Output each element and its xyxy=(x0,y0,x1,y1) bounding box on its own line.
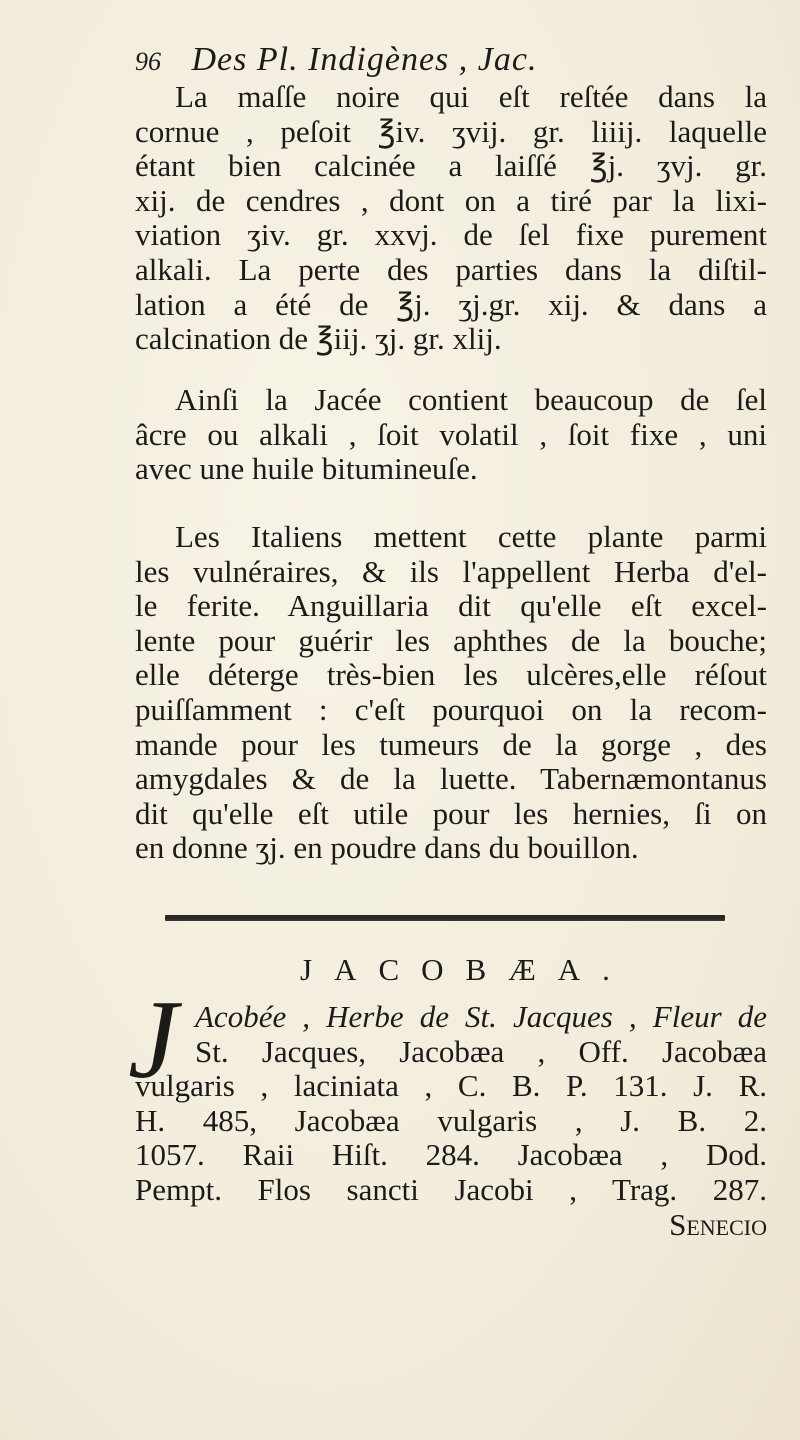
text-line: avec une huile bitumineuſe. xyxy=(135,452,478,487)
text-line: calcination de ℥iij. ʒj. gr. xlij. xyxy=(135,322,502,357)
section-title: JACOBÆA. xyxy=(300,952,632,987)
text-line: elle déterge très-bien les ulcères,elle réſout xyxy=(135,658,767,693)
text-line: viation ʒiv. gr. xxvj. de ſel fixe purement xyxy=(135,218,767,253)
entry-synonymy xyxy=(135,1000,767,1242)
text-line: dit qu'elle eſt utile pour les hernies, ſi on xyxy=(135,796,767,831)
text-line: 1057. Raii Hiſt. 284. Jacobæa , Dod. xyxy=(135,1138,767,1173)
text-line: Ainſi la Jacée contient beaucoup de ſel xyxy=(175,383,767,417)
text-line: en donne ʒj. en poudre dans du bouillon. xyxy=(135,831,639,866)
section-divider-rule xyxy=(165,915,725,921)
text-line: amygdales & de la luette. Tabernæmontanus xyxy=(135,762,767,797)
text-line: le ferite. Anguillaria dit qu'elle eſt excel- xyxy=(135,589,767,624)
text-line: La maſſe noire qui eſt reſtée dans la xyxy=(175,80,767,114)
page-number: 96 xyxy=(135,47,161,76)
text-line: étant bien calcinée a laiſſé ℥j. ʒvj. gr. xyxy=(135,149,767,184)
drop-cap: J xyxy=(128,978,178,1102)
text-line: cornue , peſoit ℥iv. ʒvij. gr. liiij. laquelle xyxy=(135,114,767,149)
text-line: puiſſamment : c'eſt pourquoi on la recom- xyxy=(135,692,767,727)
text-line: lation a été de ℥j. ʒj.gr. xij. & dans a xyxy=(135,287,767,322)
text-line: Les Italiens mettent cette plante parmi xyxy=(175,520,767,554)
paragraph-distillation xyxy=(135,80,767,357)
text-line: Acobée , Herbe de St. Jacques , Fleur de xyxy=(195,1000,767,1034)
text-line: St. Jacques, Jacobæa , Off. Jacobæa xyxy=(195,1034,767,1069)
text-line: vulgaris , laciniata , C. B. P. 131. J. R. xyxy=(135,1069,767,1104)
paragraph-summary xyxy=(135,383,767,487)
page-header xyxy=(135,38,775,84)
text-line: H. 485, Jacobæa vulgaris , J. B. 2. xyxy=(135,1103,767,1138)
catchword: Senecio xyxy=(669,1207,767,1242)
text-line: Pempt. Flos sancti Jacobi , Trag. 287. xyxy=(135,1172,767,1207)
text-line: les vulnéraires, & ils l'appellent Herba d'el- xyxy=(135,554,767,589)
running-head: Des Pl. Indigènes , Jac. xyxy=(191,41,538,78)
text-line: âcre ou alkali , ſoit volatil , ſoit fixe , uni xyxy=(135,417,767,452)
text-line: xij. de cendres , dont on a tiré par la lixi- xyxy=(135,183,767,218)
text-line: alkali. La perte des parties dans la diſtil- xyxy=(135,252,767,287)
text-line: mande pour les tumeurs de la gorge , des xyxy=(135,727,767,762)
text-line: lente pour guérir les aphthes de la bouche; xyxy=(135,623,767,658)
paragraph-uses xyxy=(135,520,767,866)
